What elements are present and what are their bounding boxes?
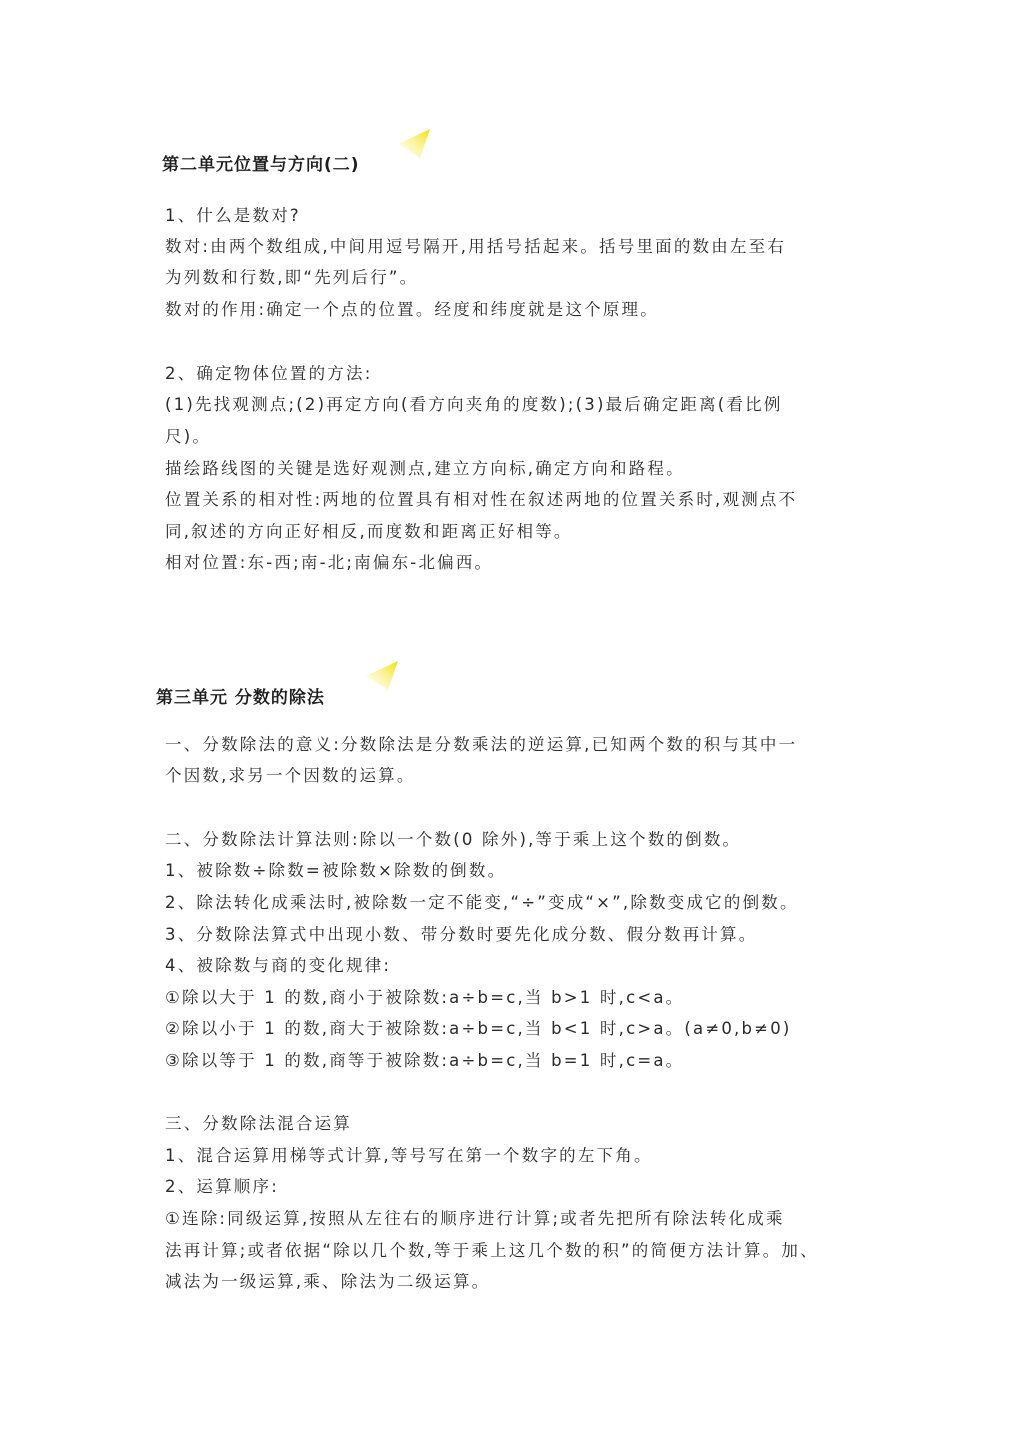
text-line: ①连除:同级运算,按照从左往右的顺序进行计算;或者先把所有除法转化成乘 xyxy=(165,1209,785,1228)
text-line: 1、被除数÷除数=被除数×除数的倒数。 xyxy=(165,861,507,880)
text-line: 个因数,求另一个因数的运算。 xyxy=(165,766,416,785)
text-line: (1)先找观测点;(2)再定方向(看方向夹角的度数);(3)最后确定距离(看比例 xyxy=(165,395,783,414)
yellow-highlight-icon xyxy=(394,126,434,166)
text-line: 相对位置:东-西;南-北;南偏东-北偏西。 xyxy=(165,553,494,572)
text-line: ①除以大于 1 的数,商小于被除数:a÷b=c,当 b>1 时,c<a。 xyxy=(165,988,685,1007)
text-line: 描绘路线图的关键是选好观测点,建立方向标,确定方向和路程。 xyxy=(165,459,685,478)
text-line: 尺)。 xyxy=(165,427,212,446)
text-line: 2、除法转化成乘法时,被除数一定不能变,“÷”变成“×”,除数变成它的倒数。 xyxy=(165,893,799,912)
text-line: 法再计算;或者依据“除以几个数,等于乘上这几个数的积”的简便方法计算。加、 xyxy=(165,1241,819,1260)
text-line: 2、确定物体位置的方法: xyxy=(165,364,373,383)
text-line: ②除以小于 1 的数,商大于被除数:a÷b=c,当 b<1 时,c>a。(a≠0,b≠0) xyxy=(165,1019,792,1038)
text-line: 三、分数除法混合运算 xyxy=(165,1114,352,1133)
text-line: 2、运算顺序: xyxy=(165,1177,279,1196)
text-line: 4、被除数与商的变化规律: xyxy=(165,956,392,975)
text-line: 同,叙述的方向正好相反,而度数和距离正好相等。 xyxy=(165,522,573,541)
text-line: 一、分数除法的意义:分数除法是分数乘法的逆运算,已知两个数的积与其中一 xyxy=(165,735,798,754)
text-line: 1、什么是数对? xyxy=(165,206,301,225)
text-line: ③除以等于 1 的数,商等于被除数:a÷b=c,当 b=1 时,c=a。 xyxy=(165,1051,685,1070)
text-line: 位置关系的相对性:两地的位置具有相对性在叙述两地的位置关系时,观测点不 xyxy=(165,490,798,509)
text-line: 3、分数除法算式中出现小数、带分数时要先化成分数、假分数再计算。 xyxy=(165,925,758,944)
text-line: 为列数和行数,即“先列后行”。 xyxy=(165,268,419,287)
text-line: 二、分数除法计算法则:除以一个数(0 除外),等于乘上这个数的倒数。 xyxy=(165,830,742,849)
text-line: 数对的作用:确定一个点的位置。经度和纬度就是这个原理。 xyxy=(165,300,659,319)
yellow-highlight-icon xyxy=(362,658,402,698)
text-line: 数对:由两个数组成,中间用逗号隔开,用括号括起来。括号里面的数由左至右 xyxy=(165,237,787,256)
text-line: 减法为一级运算,乘、除法为二级运算。 xyxy=(165,1272,491,1291)
section-title-unit3: 第三单元 分数的除法 xyxy=(156,688,325,708)
section-title-unit2: 第二单元位置与方向(二) xyxy=(162,155,360,175)
text-line: 1、混合运算用梯等式计算,等号写在第一个数字的左下角。 xyxy=(165,1146,653,1165)
